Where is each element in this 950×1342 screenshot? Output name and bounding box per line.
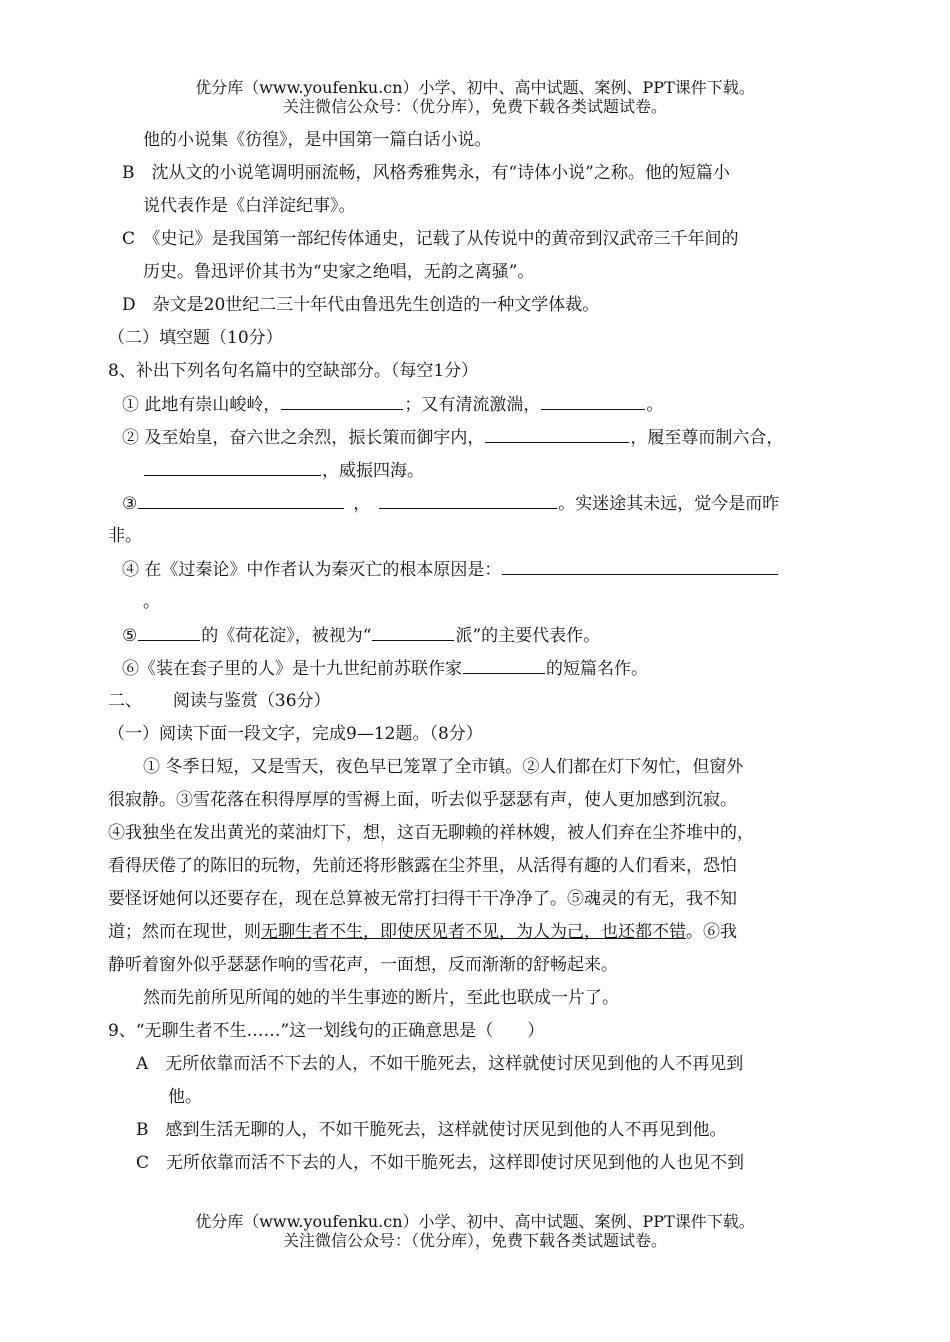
option-a-continued: 他的小说集《彷徨》，是中国第一篇白话小说。 <box>143 130 492 150</box>
footer-line-2: 关注微信公众号：（优分库），免费下载各类试题试卷。 <box>282 1231 667 1250</box>
question-9: 9、“无聊生者不生……”这一划线句的正确意思是（ ） <box>108 1021 545 1041</box>
fill-item-3: ③ ， 。实迷途其未远，觉今是而昨 <box>122 494 780 514</box>
reading-subsection-heading: （一）阅读下面一段文字，完成9—12题。（8分） <box>108 724 483 744</box>
q9-option-c-line-1: C 无所依靠而活不下去的人，不如干脆死去，这样即使讨厌见到他的人也见不到 <box>136 1153 745 1173</box>
blank-field <box>138 624 200 641</box>
passage-line-2: 很寂静。③雪花落在积得厚厚的雪褥上面，听去似乎瑟瑟有声，使人更加感到沉寂。 <box>108 790 737 810</box>
option-b-line-1: B 沈从文的小说笔调明丽流畅，风格秀雅隽永，有“诗体小说”之称。他的短篇小 <box>122 163 730 183</box>
reading-part-heading: 二、 阅读与鉴赏（36分） <box>108 691 331 711</box>
fill-item-2: ② 及至始皇，奋六世之余烈，振长策而御宇内， ，履至尊而制六合， <box>122 428 784 448</box>
q9-option-a-line-1: A 无所依靠而活不下去的人，不如干脆死去，这样就使讨厌见到他的人不再见到 <box>136 1054 744 1074</box>
passage-line-8: 然而先前所见所闻的她的半生事迹的断片，至此也联成一片了。 <box>143 988 619 1008</box>
page-footer <box>0 1212 950 1250</box>
blank-field <box>485 426 629 443</box>
underlined-sentence: 无聊生者不生，即使厌见者不见，为人为己，也还都不错 <box>261 922 686 942</box>
q9-option-b: B 感到生活无聊的人，不如干脆死去，这样就使讨厌见到他的人不再见到他。 <box>136 1120 727 1140</box>
passage-line-7: 静听着窗外似乎瑟瑟作响的雪花声，一面想，反而渐渐的舒畅起来。 <box>108 955 618 975</box>
option-c-line-1: C 《史记》是我国第一部纪传体通史，记载了从传说中的黄帝到汉武帝三千年间的 <box>122 229 739 249</box>
fill-section-heading: （二）填空题（10分） <box>108 328 283 348</box>
blank-field <box>502 558 778 575</box>
passage-line-3: ④我独坐在发出黄光的菜油灯下，想，这百无聊赖的祥林嫂，被人们弃在尘芥堆中的， <box>108 823 754 843</box>
passage-line-5: 要怪讶她何以还要存在，现在总算被无常打扫得干干净净了。⑤魂灵的有无，我不知 <box>108 889 737 909</box>
fill-item-4: ④ 在《过秦论》中作者认为秦灭亡的根本原因是： <box>122 558 779 581</box>
fill-item-1: ① 此地有崇山峻岭， ；又有清流激湍， 。 <box>122 395 664 415</box>
fill-item-4-cont: 。 <box>143 592 160 612</box>
header-line-1: 优分库（www.youfenku.cn）小学、初中、高中试题、案例、PPT课件下载。 <box>195 78 755 97</box>
blank-field <box>463 657 545 674</box>
header-line-2: 关注微信公众号：（优分库），免费下载各类试题试卷。 <box>282 97 667 116</box>
blank-field <box>379 492 557 509</box>
blank-field <box>281 393 403 410</box>
option-b-line-2: 说代表作是《白洋淀纪事》。 <box>143 196 356 216</box>
passage-line-1: ① 冬季日短，又是雪天，夜色早已笼罩了全市镇。②人们都在灯下匆忙，但窗外 <box>143 757 744 777</box>
fill-item-6: ⑥《装在套子里的人》是十九世纪前苏联作家 的短篇名作。 <box>122 659 648 679</box>
blank-field <box>372 624 454 641</box>
fill-item-2-cont: ，威振四海。 <box>143 459 424 482</box>
option-d-line-1: D 杂文是20世纪二三十年代由鲁迅先生创造的一种文学体裁。 <box>122 295 600 315</box>
blank-field <box>138 492 344 509</box>
fill-item-3-cont: 非。 <box>108 526 142 546</box>
option-c-line-2: 历史。鲁迅评价其书为“史家之绝唱，无韵之离骚”。 <box>143 262 535 282</box>
blank-field <box>144 459 321 476</box>
footer-line-1: 优分库（www.youfenku.cn）小学、初中、高中试题、案例、PPT课件下载。 <box>195 1212 755 1231</box>
question-8: 8、补出下列名句名篇中的空缺部分。（每空1分） <box>108 361 479 381</box>
fill-item-5: ⑤ 的《荷花淀》，被视为“ 派”的主要代表作。 <box>122 626 601 646</box>
page-header <box>0 78 950 116</box>
q9-option-a-line-2: 他。 <box>168 1087 202 1107</box>
passage-line-6: 道；然而在现世，则无聊生者不生，即使厌见者不见，为人为己，也还都不错。⑥我 <box>108 922 737 942</box>
passage-line-4: 看得厌倦了的陈旧的玩物，先前还将形骸露在尘芥里，从活得有趣的人们看来，恐怕 <box>108 856 737 876</box>
blank-field <box>541 393 645 410</box>
